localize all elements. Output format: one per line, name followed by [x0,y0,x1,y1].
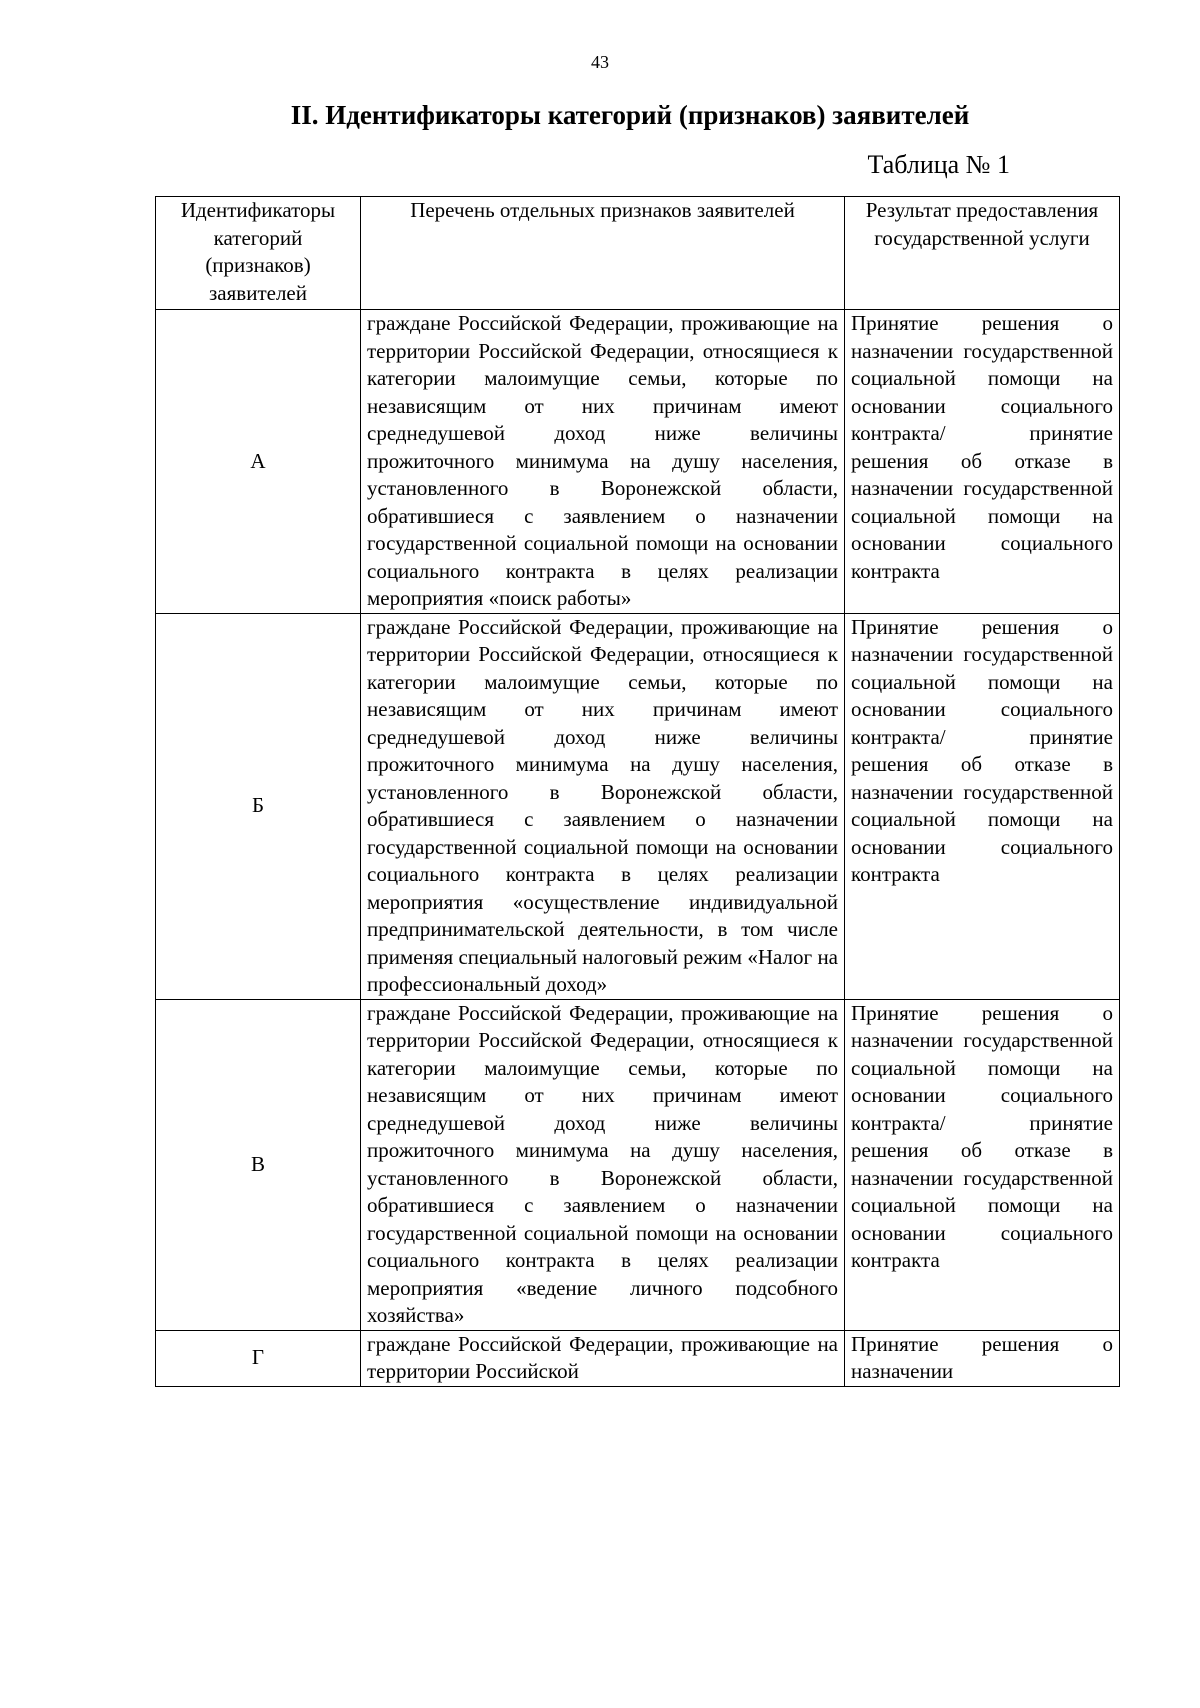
column-header-identifiers: Идентификаторы категорий (признаков) заявителей [156,197,361,310]
category-cell: А [156,310,361,614]
table-header-row [156,197,1120,310]
result-cell: Принятие решения о назначении [845,1330,1120,1386]
table-caption: Таблица № 1 [867,150,1010,179]
column-header-criteria: Перечень отдельных признаков заявителей [361,197,845,310]
criteria-cell: граждане Российской Федерации, проживающие на территории Российской Федерации, относящиеся к категории малоимущие семьи, которые по независящим от них причинам имеют среднедушевой доход ниже величины прожиточного минимума на душу населения, установленного в Воронежской области, обратившиеся с заявлением о назначении государственной социальной помощи на основании социального контракта в целях реализации мероприятия «ведение личного подсобного хозяйства» [361,999,845,1330]
category-cell: Б [156,613,361,999]
table-row [156,310,1120,614]
column-header-result: Результат предоставления государственной услуги [845,197,1120,310]
applicant-categories-table [155,196,1120,1387]
category-cell: Г [156,1330,361,1386]
table-row [156,613,1120,999]
category-cell: В [156,999,361,1330]
section-title: II. Идентификаторы категорий (признаков) заявителей [290,100,970,130]
criteria-cell: граждане Российской Федерации, проживающие на территории Российской Федерации, относящиеся к категории малоимущие семьи, которые по независящим от них причинам имеют среднедушевой доход ниже величины прожиточного минимума на душу населения, установленного в Воронежской области, обратившиеся с заявлением о назначении государственной социальной помощи на основании социального контракта в целях реализации мероприятия «осуществление индивидуальной предпринимательской деятельности, в том числе применяя специальный налоговый режим «Налог на профессиональный доход» [361,613,845,999]
result-cell: Принятие решения о назначении государственной социальной помощи на основании социального контракта/ принятие решения об отказе в назначении государственной социальной помощи на основании социального контракта [845,999,1120,1330]
page-number: 43 [591,52,609,72]
result-cell: Принятие решения о назначении государственной социальной помощи на основании социального контракта/ принятие решения об отказе в назначении государственной социальной помощи на основании социального контракта [845,310,1120,614]
criteria-cell: граждане Российской Федерации, проживающие на территории Российской Федерации, относящиеся к категории малоимущие семьи, которые по независящим от них причинам имеют среднедушевой доход ниже величины прожиточного минимума на душу населения, установленного в Воронежской области, обратившиеся с заявлением о назначении государственной социальной помощи на основании социального контракта в целях реализации мероприятия «поиск работы» [361,310,845,614]
result-cell: Принятие решения о назначении государственной социальной помощи на основании социального контракта/ принятие решения об отказе в назначении государственной социальной помощи на основании социального контракта [845,613,1120,999]
criteria-cell: граждане Российской Федерации, проживающие на территории Российской [361,1330,845,1386]
table-row [156,1330,1120,1386]
table-row [156,999,1120,1330]
